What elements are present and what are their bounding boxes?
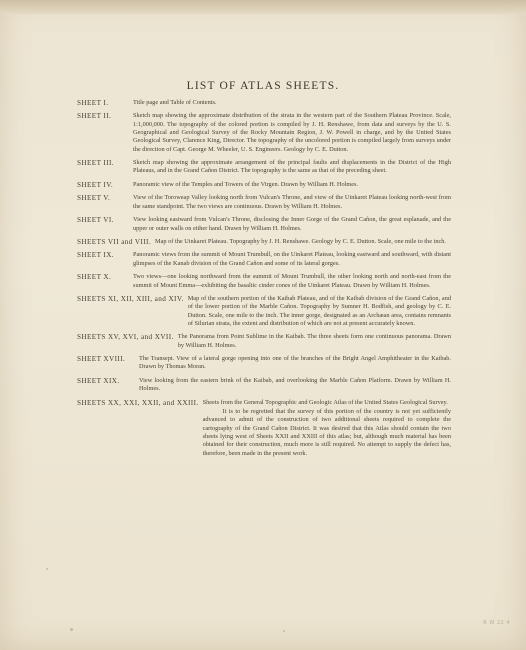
sheet-description	[203, 399, 451, 458]
sheet-description: Panoramic views from the summit of Mount Trumbull, on the Uinkaret Plateau, looking eastward and southward, with distant glimpses of the Kanab division of the Grand Cañon and some of its lateral gorges.	[133, 251, 451, 267]
sheet-entry-5	[77, 194, 451, 211]
catalog-mark: R W 22 4	[483, 620, 510, 626]
closing-note: It is to be regretted that the survey of this portion of the country is not yet sufficiently advanced to admit of the construction of two additional sheets required to complete the cartography of the Grand Cañon District. It was desired that this Atlas should contain the two sheets lying west of Sheets XXII and XXIII of this atlas; but, although much material has been obtained for their construction, much more is still required. No attempt to supply the defect has, therefore, been made in the present work.	[202, 408, 451, 457]
sheet-description: Two views—one looking northward from the summit of Mount Trumbull, the other looking north and north-east from the summit of Mount Emma—exhibiting the basaltic cinder cones of the Uinkaret Plateau. Drawn by William H. Holmes.	[133, 273, 451, 289]
sheet-label: SHEET XIX.	[77, 376, 120, 385]
sheet-description: Panoramic view of the Temples and Towers of the Virgen. Drawn by William H. Holmes.	[133, 180, 359, 188]
page-top-edge	[0, 0, 526, 14]
sheet-entry-3	[77, 159, 451, 176]
sheet-label: SHEET IX.	[77, 251, 115, 260]
sheet-description: Map of the southern portion of the Kaibab Plateau, and of the Kaibab division of the Grand Cañon, and of the lower portion of the Marble Cañon. Topography by Sumner H. Bodfish, and geology by C. E. Dutton. Scale, one mile to the inch. The inner gorge, designated as an Archæan area, contains remnants of Silurian strata, the extent and distribution of which are not at present accurately known.	[187, 295, 451, 327]
sheet-description: View looking from the eastern brink of the Kaibab, and overlooking the Marble Cañon Platform. Drawn by William H. Holmes.	[139, 376, 451, 393]
paper-spot	[283, 630, 285, 632]
sheet-entry-4	[77, 181, 451, 189]
sheet-description: The Transept. View of a lateral gorge opening into one of the branches of the Bright Angel Amphitheater in the Kaibab. Drawn by Thomas Moran.	[139, 355, 451, 371]
sheet-label: SHEETS XX, XXI, XXII, and XXIII.	[77, 398, 199, 407]
sheet-label: SHEET X.	[77, 273, 112, 282]
sheet-entry-11	[77, 333, 451, 350]
sheet-entry-14	[77, 399, 451, 458]
sheet-entry-12	[77, 355, 451, 372]
sheet-description: View of the Toroweap Valley looking north from Vulcan's Throne, and view of the Uinkaret Plateau looking north-west from the same standpoint. The two views are continuous. Drawn by William H. Holmes.	[133, 194, 451, 210]
sheet-label: SHEETS XI, XII, XIII, and XIV.	[77, 295, 184, 304]
sheet-label: SHEET VI.	[77, 216, 114, 225]
sheet-label: SHEET IV.	[77, 180, 114, 189]
sheet-description: Map of the Uinkaret Plateau. Topography by J. H. Renshawe. Geology by C. E. Dutton. Scale, one mile to the inch.	[155, 237, 446, 245]
page-title: LIST OF ATLAS SHEETS.	[186, 80, 340, 92]
sheet-description: Sketch map showing the approximate distribution of the strata in the western part of the Southern Plateau Province. Scale, 1:1,000,000. The topography of the colored portion is compiled by J. H. Renshawe, from data and surveys by the U. S. Geographical and Geological Survey of the Rocky Mountain Region, J. W. Powell in charge, and by the United States Geological Survey, Clarence King, Director. The topography of the uncolored portion is compiled largely from surveys under the direction of Capt. George M. Wheeler, U. S. Engineers. Geology by C. E. Dutton.	[133, 112, 451, 153]
sheet-label: SHEET XVIII.	[77, 355, 126, 364]
sheet-label: SHEET I.	[77, 99, 109, 107]
sheet-entry-10	[77, 295, 451, 328]
sheet-description: Title page and Table of Contents.	[133, 99, 217, 106]
sheet-description: The Panorama from Point Sublime in the Kaibab. The three sheets form one continuous panorama. Drawn by William H. Holmes.	[177, 333, 451, 349]
sheet-description-text: Sheets from the General Topographic and Geologic Atlas of the United States Geological Survey.	[202, 398, 448, 406]
sheet-label: SHEET III.	[77, 159, 115, 168]
sheet-entry-8	[77, 251, 451, 268]
sheet-description: View looking eastward from Vulcan's Throne, disclosing the Inner Gorge of the Grand Cañon, the great esplanade, and the upper or outer walls on either hand. Drawn by William H. Holmes.	[133, 216, 451, 232]
paper-spot	[46, 568, 48, 570]
sheet-entry-1	[77, 99, 451, 107]
paper-spot	[70, 628, 73, 631]
sheet-label: SHEET II.	[77, 112, 112, 121]
sheet-label: SHEETS XV, XVI, and XVII.	[77, 333, 174, 342]
sheet-entry-2	[77, 112, 451, 153]
sheet-entry-7	[77, 238, 451, 246]
sheet-label: SHEETS VII and VIII.	[77, 237, 152, 246]
sheet-label: SHEET V.	[77, 194, 111, 203]
sheet-description: Sketch map showing the approximate arrangement of the principal faults and displacements in the District of the High Plateaus, and in the Grand Cañon District. The topography is the same as that of the preceding sheet.	[133, 159, 451, 175]
sheet-list	[77, 99, 451, 463]
sheet-entry-9	[77, 273, 451, 290]
sheet-entry-13	[77, 377, 451, 394]
sheet-entry-6	[77, 216, 451, 233]
